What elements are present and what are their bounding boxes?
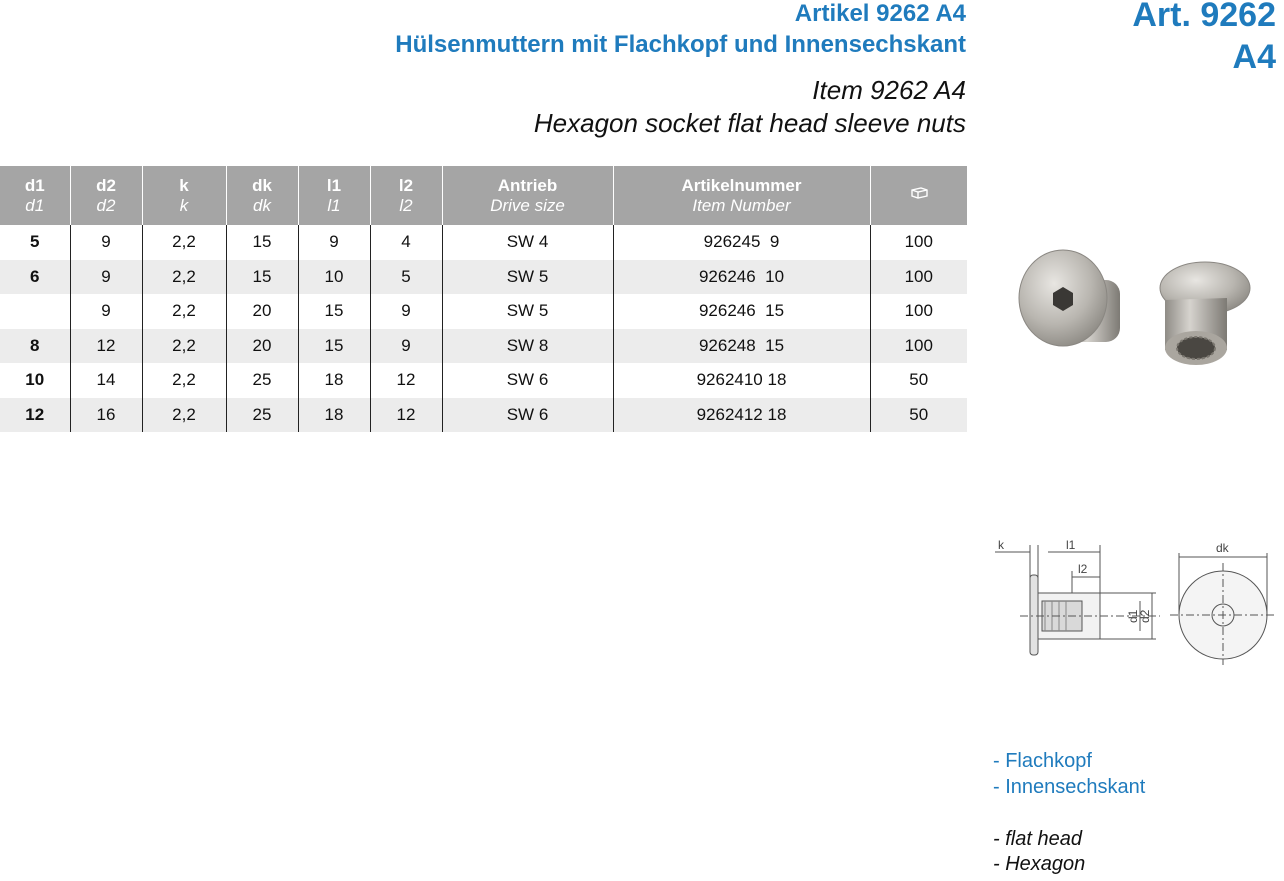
- table-cell: [0, 294, 70, 329]
- label-k: k: [998, 538, 1004, 552]
- table-cell: 50: [870, 363, 967, 398]
- table-row: [0, 225, 967, 260]
- label-l2: l2: [1078, 562, 1088, 576]
- col-header-d1: d1 d1: [0, 166, 70, 225]
- col-header-k: k k: [142, 166, 226, 225]
- table-cell: SW 4: [442, 225, 613, 260]
- table-cell: 2,2: [142, 363, 226, 398]
- table-cell: SW 5: [442, 260, 613, 295]
- table-cell: 25: [226, 363, 298, 398]
- table-cell: 2,2: [142, 398, 226, 433]
- spec-table: [0, 166, 967, 432]
- table-cell: 100: [870, 260, 967, 295]
- table-header-row: [0, 166, 967, 225]
- nut-angled-view: [1160, 262, 1250, 365]
- table-cell: 9: [370, 329, 442, 364]
- col-header-item-number: Artikelnummer Item Number: [613, 166, 870, 225]
- article-number-line2: A4: [1232, 38, 1276, 76]
- feature-de-1: - Flachkopf: [993, 750, 1092, 772]
- title-en-line1: Item 9262 A4: [812, 75, 966, 105]
- table-cell: 25: [226, 398, 298, 433]
- table-cell: 9262410 18: [613, 363, 870, 398]
- table-cell: 5: [30, 232, 40, 252]
- table-cell: 18: [298, 363, 370, 398]
- table-cell: 50: [870, 398, 967, 433]
- table-cell: 2,2: [142, 225, 226, 260]
- table-cell: 10: [25, 370, 45, 390]
- table-cell: 2,2: [142, 260, 226, 295]
- table-cell: 14: [70, 363, 142, 398]
- label-dk: dk: [1216, 541, 1229, 555]
- feature-en-2: - Hexagon: [993, 853, 1086, 875]
- table-row: [0, 260, 967, 295]
- col-header-l1: l1 l1: [298, 166, 370, 225]
- table-cell: 926246 15: [613, 294, 870, 329]
- table-cell: 15: [298, 294, 370, 329]
- table-cell: SW 8: [442, 329, 613, 364]
- table-cell: 100: [870, 294, 967, 329]
- table-cell: 8: [0, 329, 70, 364]
- table-cell: 9: [70, 225, 142, 260]
- col-header-dk: dk dk: [226, 166, 298, 225]
- table-cell: 9: [298, 225, 370, 260]
- title-en-line2: Hexagon socket flat head sleeve nuts: [533, 108, 966, 138]
- col-header-l2: l2 l2: [370, 166, 442, 225]
- table-cell: 15: [226, 225, 298, 260]
- table-cell: 10: [298, 260, 370, 295]
- table-cell: 9: [70, 260, 142, 295]
- col-header-drive: Antrieb Drive size: [442, 166, 613, 225]
- table-cell: 6: [0, 260, 70, 295]
- table-cell: 15: [298, 329, 370, 364]
- table-cell: 100: [870, 329, 967, 364]
- label-d1: d1: [1126, 609, 1140, 623]
- table-cell: 5: [370, 260, 442, 295]
- table-row: [0, 329, 967, 364]
- table-cell: SW 6: [442, 363, 613, 398]
- table-cell: 12: [370, 398, 442, 433]
- title-de-line2: Hülsenmuttern mit Flachkopf und Innensechskant: [395, 31, 966, 58]
- product-photo: [1005, 240, 1275, 390]
- table-cell: 926248 15: [613, 329, 870, 364]
- table-cell: SW 6: [442, 398, 613, 433]
- technical-drawing: [990, 535, 1280, 665]
- table-cell: 15: [226, 260, 298, 295]
- feature-de-2: - Innensechskant: [993, 776, 1146, 798]
- table-cell: 20: [226, 329, 298, 364]
- table-cell: 926245 9: [613, 225, 870, 260]
- table-cell: 20: [226, 294, 298, 329]
- col-header-d2: d2 d2: [70, 166, 142, 225]
- table-cell: 9: [370, 294, 442, 329]
- table-cell: 926246 10: [613, 260, 870, 295]
- table-cell: 12: [370, 363, 442, 398]
- table-cell: 18: [298, 398, 370, 433]
- table-cell: 12: [0, 398, 70, 433]
- label-d2: d2: [1138, 609, 1152, 623]
- table-cell: 12: [70, 329, 142, 364]
- title-de-line1: Artikel 9262 A4: [794, 0, 966, 27]
- table-cell: 2,2: [142, 294, 226, 329]
- table-cell: 16: [70, 398, 142, 433]
- table-row: [0, 398, 967, 433]
- package-icon: [909, 185, 929, 201]
- table-cell: 4: [370, 225, 442, 260]
- nut-front-view: [1019, 250, 1120, 346]
- table-row: [0, 294, 967, 329]
- table-cell: 9: [70, 294, 142, 329]
- table-cell: 9262412 18: [613, 398, 870, 433]
- label-l1: l1: [1066, 538, 1076, 552]
- feature-en-1: - flat head: [993, 828, 1082, 850]
- table-row: [0, 363, 967, 398]
- article-number-line1: Art. 9262: [1132, 0, 1276, 34]
- table-cell: 100: [870, 225, 967, 260]
- table-cell: 2,2: [142, 329, 226, 364]
- col-header-package: [870, 166, 967, 225]
- table-cell: SW 5: [442, 294, 613, 329]
